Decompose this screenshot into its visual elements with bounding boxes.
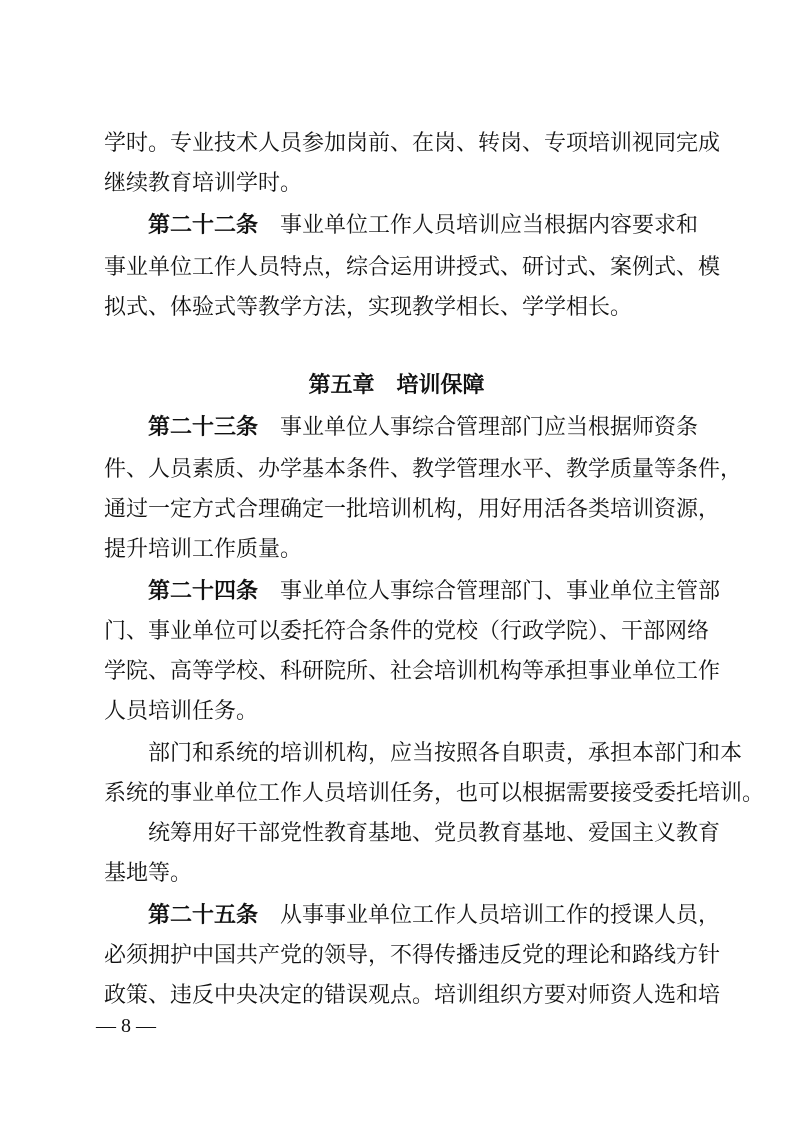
article-22-line <box>104 206 699 246</box>
article-22-heading: 第二十二条 <box>148 213 259 238</box>
article-23-line <box>104 408 699 448</box>
paragraph-line: 门、事业单位可以委托符合条件的党校（行政学院）、干部网络 <box>104 619 710 644</box>
paragraph-line: 必须拥护中国共产党的领导，不得传播违反党的理论和路线方针 <box>104 943 721 968</box>
paragraph-line: 人员培训任务。 <box>104 699 259 724</box>
article-25-heading: 第二十五条 <box>148 903 259 928</box>
article-24-line <box>104 572 721 612</box>
page-number: — 8 — <box>96 1015 156 1037</box>
paragraph-line: 继续教育培训学时。 <box>104 171 303 196</box>
paragraph-line: 学时。专业技术人员参加岗前、在岗、转岗、专项培训视同完成 <box>104 131 721 156</box>
paragraph-line: 件、人员素质、办学基本条件、教学管理水平、教学质量等条件， <box>104 457 743 482</box>
paragraph-line: 系统的事业单位工作人员培训任务，也可以根据需要接受委托培训。 <box>104 781 765 806</box>
paragraph-line: 事业单位工作人员特点，综合运用讲授式、研讨式、案例式、模 <box>104 255 721 280</box>
paragraph-line: 统筹用好干部党性教育基地、党员教育基地、爱国主义教育 <box>148 821 721 846</box>
chapter-heading: 第五章 培训保障 <box>308 373 485 398</box>
paragraph-line: 提升培训工作质量。 <box>104 537 303 562</box>
article-23-text: 事业单位人事综合管理部门应当根据师资条 <box>280 415 699 440</box>
paragraph-line: 基地等。 <box>104 861 193 886</box>
paragraph-line: 学院、高等学校、科研院所、社会培训机构等承担事业单位工作 <box>104 659 721 684</box>
paragraph-line: 通过一定方式合理确定一批培训机构，用好用活各类培训资源， <box>104 497 721 522</box>
article-24-heading: 第二十四条 <box>148 579 259 604</box>
paragraph-line: 政策、违反中央决定的错误观点。培训组织方要对师资人选和培 <box>104 983 721 1008</box>
paragraph-line: 拟式、体验式等教学方法，实现教学相长、学学相长。 <box>104 295 633 320</box>
article-25-text: 从事事业单位工作人员培训工作的授课人员， <box>280 903 721 928</box>
article-25-line <box>104 896 721 936</box>
article-23-heading: 第二十三条 <box>148 415 259 440</box>
article-22-text: 事业单位工作人员培训应当根据内容要求和 <box>280 213 699 238</box>
article-24-text: 事业单位人事综合管理部门、事业单位主管部 <box>280 579 721 604</box>
paragraph-line: 部门和系统的培训机构，应当按照各自职责，承担本部门和本 <box>148 741 743 766</box>
